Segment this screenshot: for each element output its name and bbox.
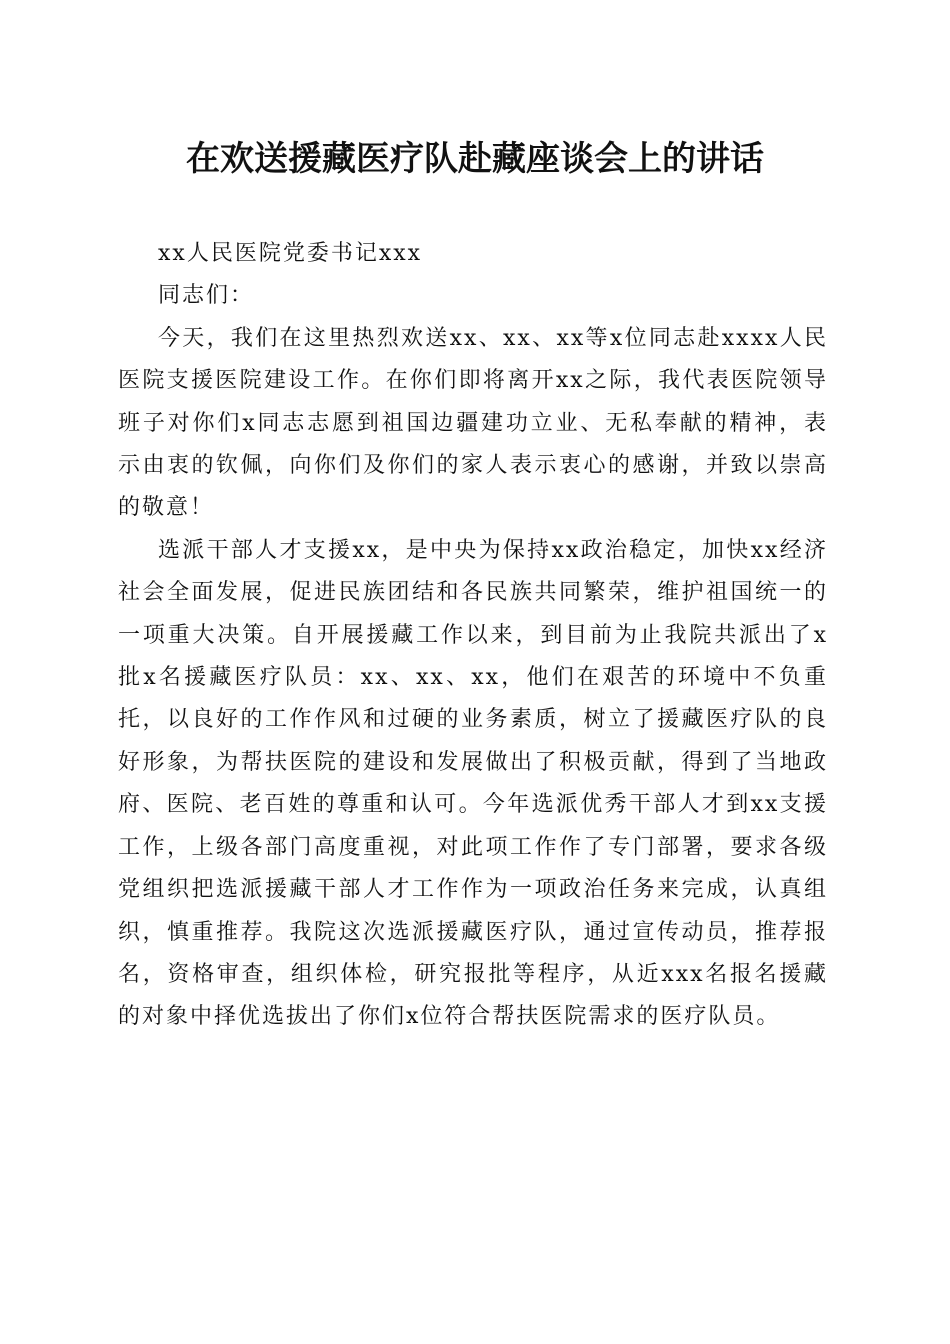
paragraph-1: 今天，我们在这里热烈欢送xx、xx、xx等x位同志赴xxxx人民医院支援医院建设工作。在你们即将离开xx之际，我代表医院领导班子对你们x同志志愿到祖国边疆建功立业、无私奉献的精神，表示由衷的钦佩，向你们及你们的家人表示衷心的感谢，并致以崇高的敬意！ xyxy=(118,325,828,521)
document-title: 在欢送援藏医疗队赴藏座谈会上的讲话 xyxy=(186,139,764,179)
author-line: xx人民医院党委书记xxx xyxy=(158,241,423,266)
document-body xyxy=(118,233,828,1039)
salutation: 同志们： xyxy=(158,283,255,309)
paragraph-2: 选派干部人才支援xx，是中央为保持xx政治稳定，加快xx经济社会全面发展，促进民族团结和各民族共同繁荣，维护祖国统一的一项重大决策。自开展援藏工作以来，到目前为止我院共派出了x批x名援藏医疗队员：xx、xx、xx，他们在艰苦的环境中不负重托，以良好的工作作风和过硬的业务素质，树立了援藏医疗队的良好形象，为帮扶医院的建设和发展做出了积极贡献，得到了当地政府、医院、老百姓的尊重和认可。今年选派优秀干部人才到xx支援工作，上级各部门高度重视，对此项工作作了专门部署，要求各级党组织把选派援藏干部人才工作作为一项政治任务来完成，认真组织，慎重推荐。我院这次选派援藏医疗队，通过宣传动员，推荐报名，资格审查，组织体检，研究报批等程序，从近xxx名报名援藏的对象中择优选拔出了你们x位符合帮扶医院需求的医疗队员。 xyxy=(118,537,828,1030)
